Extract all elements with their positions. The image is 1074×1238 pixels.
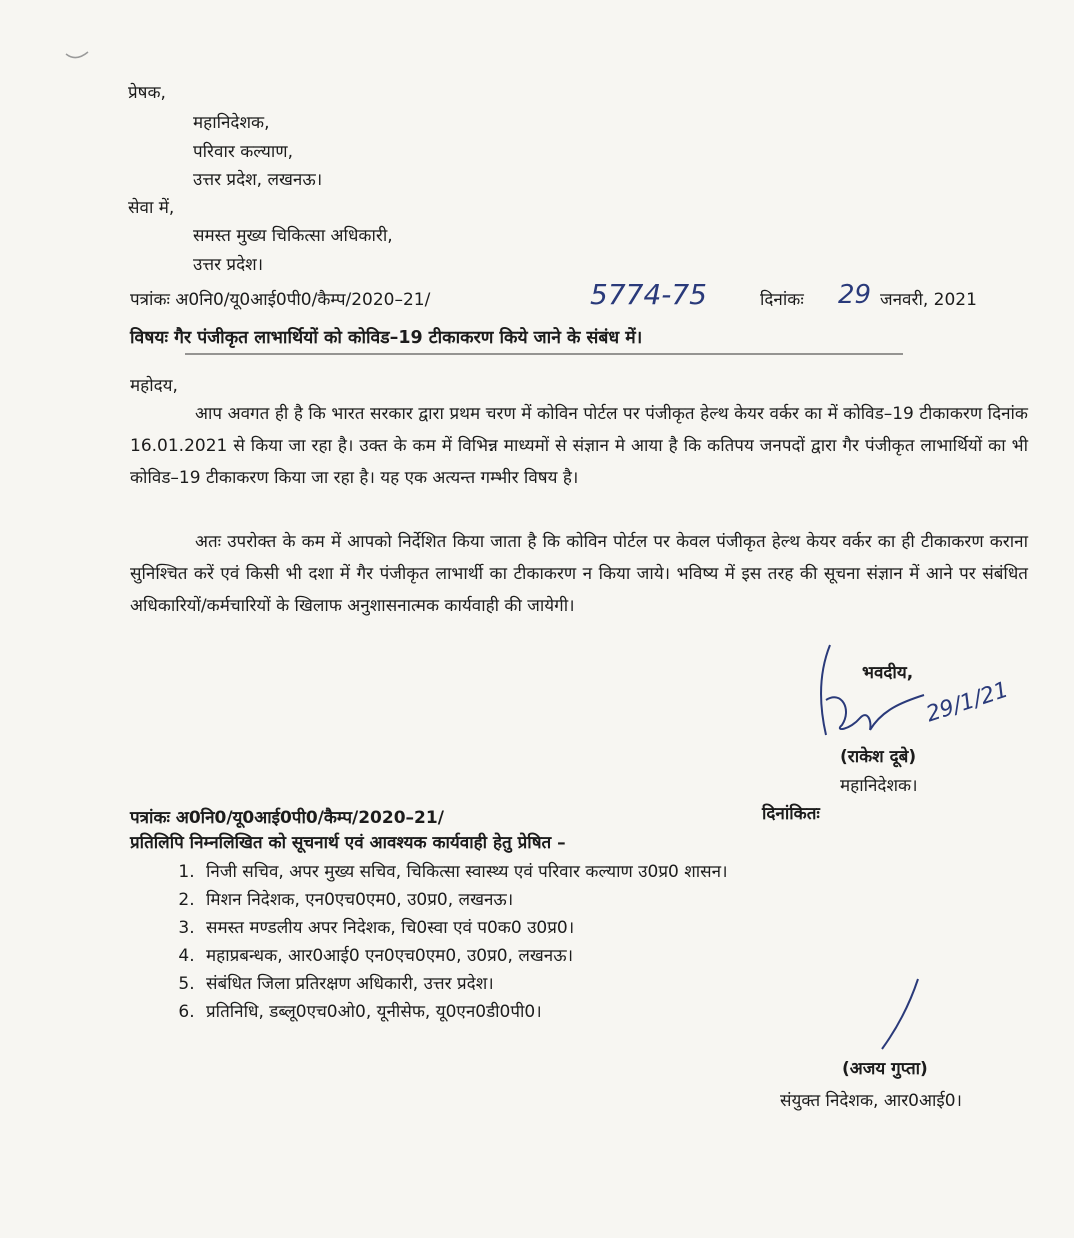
letter-ref-number: 5774-75	[590, 278, 707, 311]
subject-underline	[185, 352, 905, 356]
body-paragraph-2-text: अतः उपरोक्त के कम में आपको निर्देशित किया जाता है कि कोविन पोर्टल पर केवल पंजीकृत हेल्थ केयर वर्कर का ही टीकाकरण कराना सुनिश्चित करें एवं किसी भी दशा में गैर पंजीकृत लाभार्थी का टीकाकरण न किया जाये। भविष्य में इस तरह की सूचना संज्ञान में आने पर संबंधित अधिकारियों/कर्मचारियों के खिलाफ अनुशासनात्मक कार्यवाही की जायेगी।	[130, 532, 1028, 616]
letter-date-day: 29	[838, 280, 872, 310]
body-paragraph-1	[130, 398, 1028, 494]
recipient-location: उत्तर प्रदेश।	[193, 255, 264, 275]
sign-off: भवदीय,	[862, 663, 914, 683]
copy-list-item: 2. मिशन निदेशक, एन0एच0एम0, उ0प्र0, लखनऊ।	[200, 886, 728, 914]
recipient-name: समस्त मुख्य चिकित्सा अधिकारी,	[193, 226, 393, 246]
letter-ref-label: पत्रांकः अ0नि0/यू0आई0पी0/कैम्प/2020–21/	[130, 290, 431, 310]
copy-ref-label: पत्रांकः अ0नि0/यू0आई0पी0/कैम्प/2020–21/	[130, 808, 444, 828]
sender-designation: महानिदेशक,	[193, 113, 270, 133]
salutation: महोदय,	[130, 376, 178, 396]
sender-department: परिवार कल्याण,	[193, 142, 294, 162]
copy-list-item: 5. संबंधित जिला प्रतिरक्षण अधिकारी, उत्तर प्रदेश।	[200, 970, 728, 998]
copy-list-item: 3. समस्त मण्डलीय अपर निदेशक, चि0स्वा एवं प0क0 उ0प्र0।	[200, 914, 728, 942]
letter-date-rest: जनवरी, 2021	[880, 290, 977, 310]
sender-label: प्रेषक,	[128, 83, 166, 103]
signature-mark-icon	[812, 640, 952, 750]
letter-date-label: दिनांकः	[760, 290, 804, 310]
signatory-name: (राकेश दूबे)	[840, 747, 917, 767]
copy-list-item: 4. महाप्रबन्धक, आर0आई0 एन0एच0एम0, उ0प्र0, लखनऊ।	[200, 942, 728, 970]
paper-mark-icon	[62, 40, 92, 64]
signature-date: 29/1/21	[923, 677, 1012, 728]
recipient-label: सेवा में,	[128, 198, 175, 218]
second-signature-mark-icon	[870, 975, 930, 1055]
body-paragraph-1-text: आप अवगत ही है कि भारत सरकार द्वारा प्रथम चरण में कोविन पोर्टल पर पंजीकृत हेल्थ केयर वर्कर का में कोविड–19 टीकाकरण दिनांक 16.01.2021 से किया जा रहा है। उक्त के कम में विभिन्न माध्यमों से संज्ञान मे आया है कि कतिपय जनपदों द्वारा गैर पंजीकृत लाभार्थियों का भी कोविड–19 टीकाकरण किया जा रहा है। यह एक अत्यन्त गम्भीर विषय है।	[130, 404, 1028, 488]
body-paragraph-2	[130, 526, 1028, 622]
copy-signatory-name: (अजय गुप्ता)	[842, 1059, 928, 1079]
copy-intro: प्रतिलिपि निम्नलिखित को सूचनार्थ एवं आवश्यक कार्यवाही हेतु प्रेषित –	[130, 833, 566, 853]
copy-ref-date-label: दिनांकितः	[762, 804, 820, 824]
sender-location: उत्तर प्रदेश, लखनऊ।	[193, 170, 323, 190]
copy-list-item: 1. निजी सचिव, अपर मुख्य सचिव, चिकित्सा स्वास्थ्य एवं परिवार कल्याण उ0प्र0 शासन।	[200, 858, 728, 886]
subject-line: विषयः गैर पंजीकृत लाभार्थियों को कोविड–19 टीकाकरण किये जाने के संबंध में।	[130, 328, 643, 348]
copy-signatory-designation: संयुक्त निदेशक, आर0आई0।	[780, 1091, 962, 1111]
signatory-designation: महानिदेशक।	[840, 776, 918, 796]
copy-list	[160, 858, 728, 1026]
copy-list-item: 6. प्रतिनिधि, डब्लू0एच0ओ0, यूनीसेफ, यू0एन0डी0पी0।	[200, 998, 728, 1026]
